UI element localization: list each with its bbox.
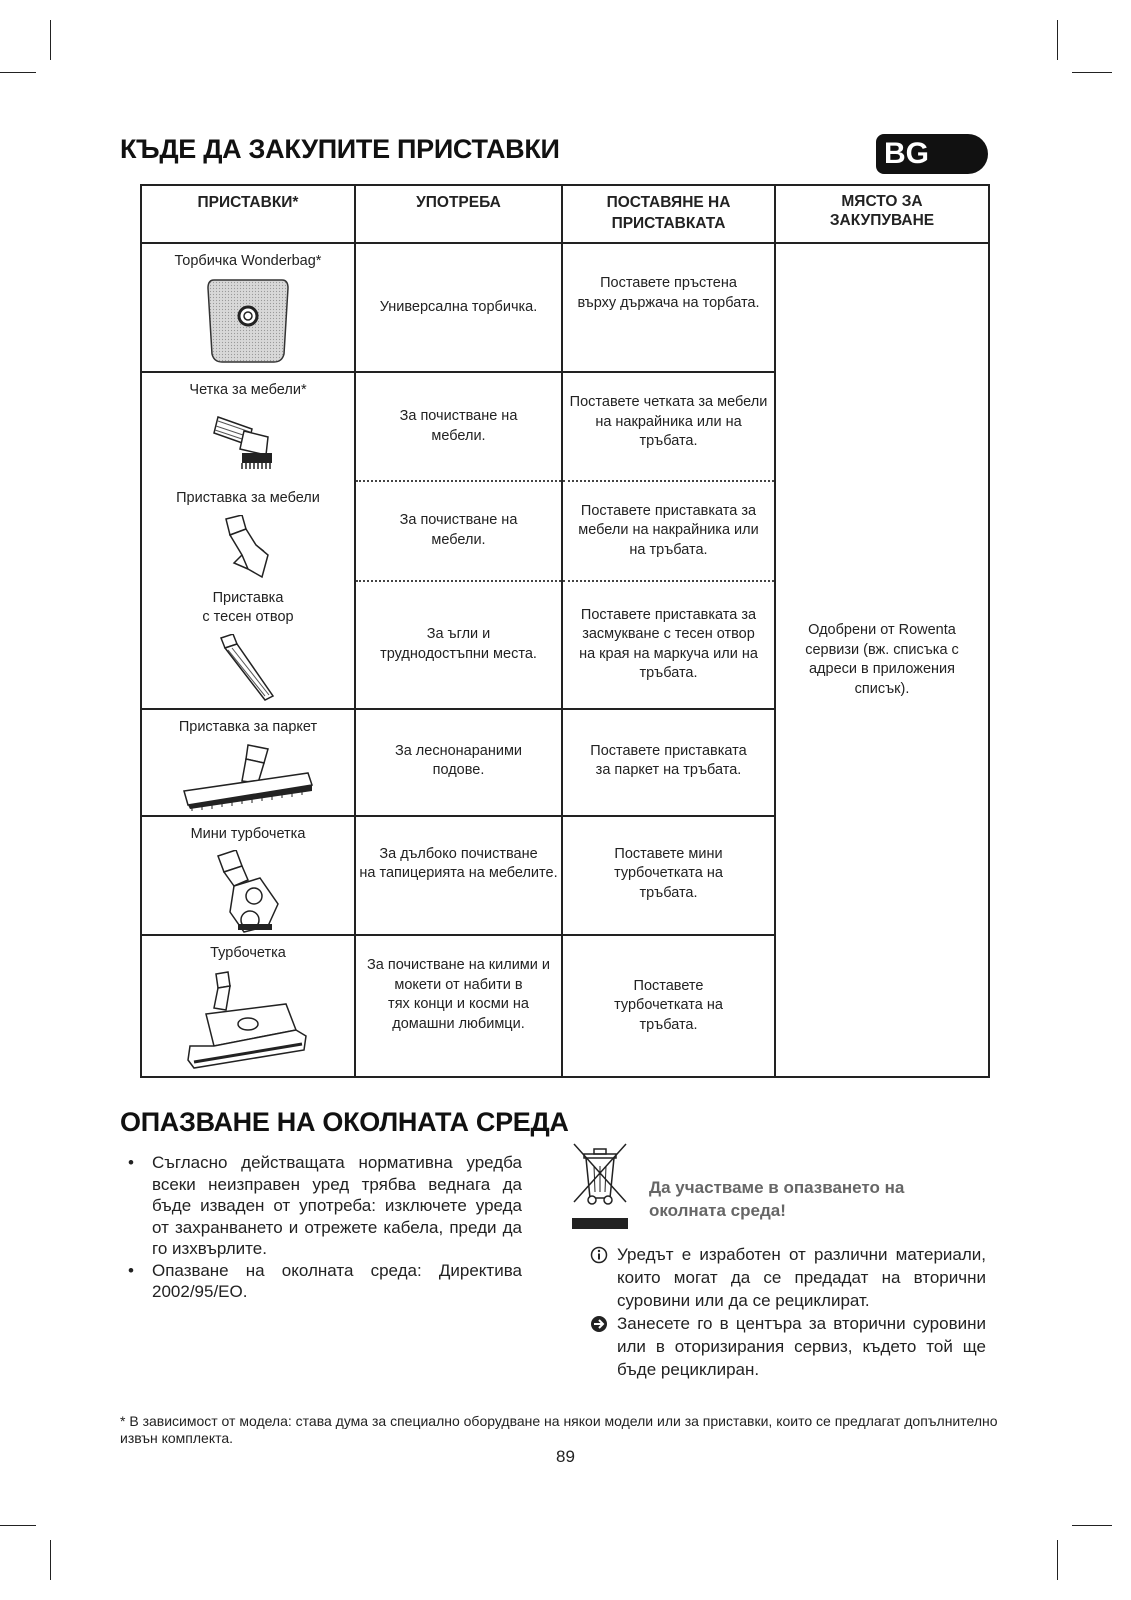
accessory-cell	[141, 581, 355, 709]
crop-mark	[1072, 1525, 1112, 1526]
section-title-accessories: КЪДЕ ДА ЗАКУПИТЕ ПРИСТАВКИ	[120, 134, 560, 164]
accessory-name: Приставка с тесен отвор	[202, 589, 294, 625]
info-item	[590, 1243, 986, 1312]
environment-bullets	[126, 1152, 522, 1303]
accessory-name: Мини турбочетка	[190, 825, 306, 842]
accessory-cell	[141, 481, 355, 581]
accessory-name: Приставка за мебели	[176, 490, 320, 506]
usage-cell: За леснонараними подове.	[355, 709, 562, 816]
usage-cell: Универсална торбичка.	[355, 243, 562, 372]
usage-cell: За почистване на мебели.	[355, 372, 562, 481]
page-number: 89	[556, 1447, 575, 1466]
crop-mark	[0, 72, 36, 73]
list-item-text: Опазване на околната среда: Директива 2002/95/EO.	[152, 1260, 522, 1301]
usage-cell: За ъгли и труднодостъпни места.	[355, 581, 562, 709]
accessory-name: Торбичка Wonderbag*	[174, 253, 322, 269]
accessory-name: Четка за мебели*	[189, 382, 307, 398]
crop-mark	[1072, 72, 1112, 73]
list-item	[126, 1260, 522, 1303]
accessory-cell	[141, 935, 355, 1077]
recycle-heading: Да участваме в опазването на околната среда!	[649, 1178, 905, 1220]
arrow-right-icon	[590, 1315, 608, 1333]
section-title-environment: ОПАЗВАНЕ НА ОКОЛНАТА СРЕДА	[120, 1107, 569, 1137]
table-header-row	[141, 185, 989, 243]
fitting-cell: Поставете приставката за мебели на накрайника или на тръбата.	[562, 481, 775, 581]
crop-mark	[1057, 20, 1058, 60]
footnote: * В зависимост от модела: става дума за специално оборудване на някои модели или за приставки, които се предлагат допълнително извън комплекта.	[120, 1413, 998, 1446]
table-row	[141, 243, 989, 372]
accessory-cell	[141, 709, 355, 816]
list-item-text: Съгласно действащата нормативна уредба всеки неизправен уред трябва веднага да бъде изваден от употреба: изключете уреда от захранването и отрежете кабела, преди да го изхвърлите.	[152, 1153, 522, 1258]
parquet-brush-icon	[178, 743, 318, 811]
accessory-cell	[141, 372, 355, 481]
fitting-cell: Поставете мини турбочетката на тръбата.	[562, 816, 775, 936]
upholstery-nozzle-icon	[212, 515, 284, 581]
bullet: •	[128, 1260, 134, 1280]
accessory-cell	[141, 243, 355, 372]
language-badge: BG	[876, 134, 988, 174]
mini-turbo-brush-icon	[208, 850, 288, 934]
furniture-brush-icon	[208, 407, 288, 471]
crossed-bin-icon	[570, 1140, 630, 1232]
column-header: МЯСТО ЗА ЗАКУПУВАНЕ	[775, 185, 989, 243]
bullet: •	[128, 1153, 134, 1172]
accessory-name: Турбочетка	[210, 945, 286, 961]
info-text: Уредът е изработен от различни материали, които могат да се предадат на вторични суровини или да се рециклират.	[617, 1245, 986, 1310]
turbo-brush-icon	[186, 970, 310, 1070]
crop-mark	[50, 1540, 51, 1580]
usage-cell: За почистване на килими и мокети от набити в тях конци и косми на домашни любимци.	[355, 935, 562, 1077]
info-item	[590, 1312, 986, 1381]
crop-mark	[0, 1525, 36, 1526]
crop-mark	[1057, 1540, 1058, 1580]
dust-bag-icon	[206, 278, 290, 364]
crevice-tool-icon	[215, 634, 281, 702]
fitting-cell: Поставете приставката за засмукване с тесен отвор на края на маркуча или на тръбата.	[562, 581, 775, 709]
fitting-cell: Поставете четката за мебели на накрайника или на тръбата.	[562, 372, 775, 481]
accessory-name: Приставка за паркет	[178, 718, 318, 735]
list-item	[126, 1152, 522, 1260]
where-to-buy-cell: Одобрени от Rowenta сервизи (вж. списъка с адреси в приложения списък).	[775, 243, 989, 1077]
crop-mark	[50, 20, 51, 60]
usage-cell: За почистване на мебели.	[355, 481, 562, 581]
recycle-info	[590, 1243, 986, 1381]
column-header: ПРИСТАВКИ*	[141, 185, 355, 243]
accessories-table	[140, 184, 990, 1078]
info-icon	[590, 1246, 608, 1264]
fitting-cell: Поставете турбочетката на тръбата.	[562, 935, 775, 1077]
column-header: УПОТРЕБА	[355, 185, 562, 243]
info-text: Занесете го в центъра за вторични суровини или в оторизирания сервиз, където той ще бъде рециклиран.	[617, 1314, 986, 1379]
fitting-cell: Поставете пръстена върху държача на торбата.	[562, 243, 775, 372]
fitting-cell: Поставете приставката за паркет на тръбата.	[562, 709, 775, 816]
usage-cell: За дълбоко почистване на тапицерията на мебелите.	[355, 816, 562, 936]
accessory-cell	[141, 816, 355, 936]
column-header: ПОСТАВЯНЕ НА ПРИСТАВКАТА	[562, 185, 775, 243]
